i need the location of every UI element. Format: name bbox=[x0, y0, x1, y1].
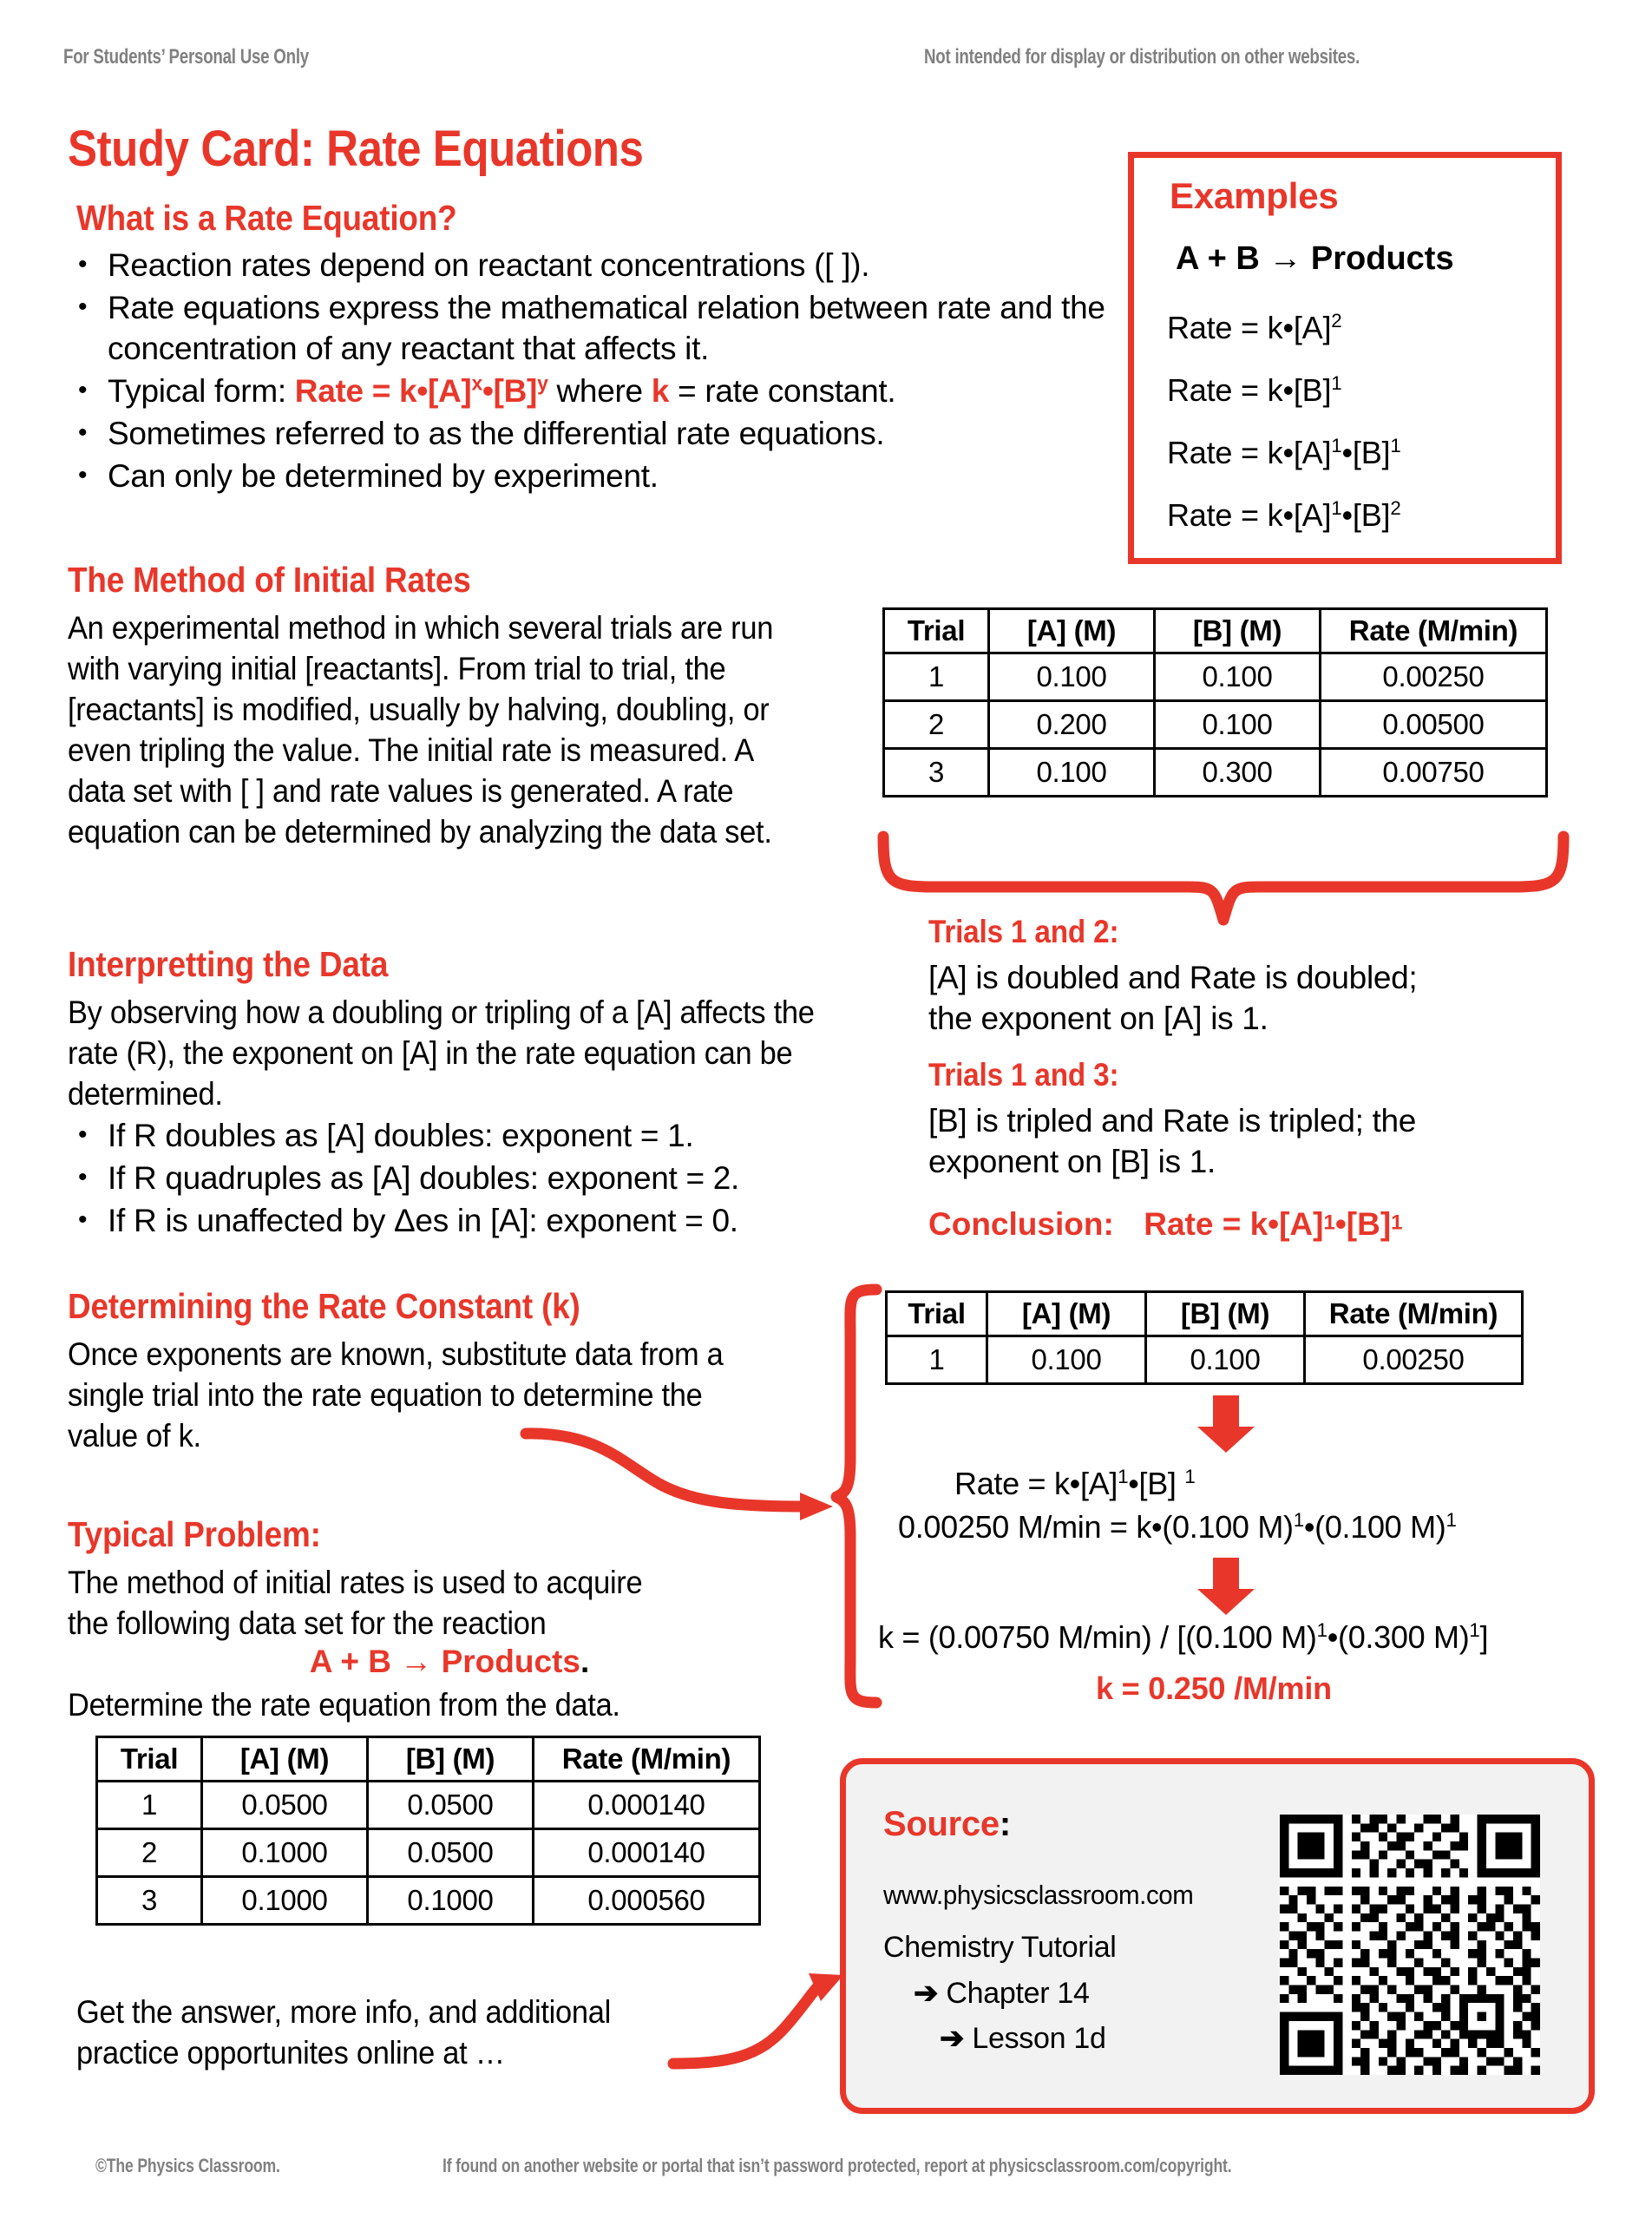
header-right-note: Not intended for display or distribution on other websites. bbox=[924, 45, 1360, 69]
cell-rate: 0.000140 bbox=[534, 1782, 760, 1829]
col-header-rate: Rate (M/min) bbox=[534, 1737, 760, 1782]
table-row bbox=[884, 749, 1547, 797]
col-header-trial: Trial bbox=[887, 1292, 987, 1336]
arrow-right-icon: ➔ bbox=[940, 2022, 965, 2055]
down-arrow-icon bbox=[1196, 1395, 1256, 1454]
trials-1-2-heading: Trials 1 and 2: bbox=[928, 914, 1119, 949]
source-box bbox=[840, 1758, 1595, 2114]
qr-code-icon bbox=[1280, 1815, 1540, 2075]
method-paragraph: An experimental method in which several trials are run with varying initial [reactants]. From trial to trial, the [reactants] is modified, usually by halving, doubling, or even tripling the value. The initial rate is measured. A data set with [ ] and rate values is generated. A rate equation can be determined by analyzing the data set. bbox=[68, 610, 774, 850]
trials-1-3-heading: Trials 1 and 3: bbox=[928, 1057, 1119, 1093]
interpret-paragraph: By observing how a doubling or tripling of a [A] affects the rate (R), the exponent on [A] in the rate equation can be determined. bbox=[68, 994, 815, 1112]
cell-b: 0.300 bbox=[1155, 749, 1321, 797]
cell-trial: 1 bbox=[884, 653, 989, 701]
col-header-a: [A] (M) bbox=[202, 1737, 368, 1782]
footer-copyright: ©The Physics Classroom. bbox=[95, 2155, 280, 2176]
data-table-1 bbox=[882, 607, 1548, 797]
col-header-a: [A] (M) bbox=[989, 609, 1155, 653]
cell-a: 0.0500 bbox=[202, 1782, 368, 1829]
table-row bbox=[884, 653, 1547, 701]
list-item: • Reaction rates depend on reactant concentrations ([ ]). bbox=[108, 245, 1109, 286]
reaction-formula: A + B → Products bbox=[309, 1644, 580, 1679]
data-table-2-wrapper bbox=[885, 1290, 1524, 1385]
col-header-b: [B] (M) bbox=[1146, 1292, 1305, 1336]
list-item: • If R doubles as [A] doubles: exponent = 1. bbox=[108, 1115, 892, 1156]
col-header-b: [B] (M) bbox=[1155, 609, 1321, 653]
typical-form-suffix: = rate constant. bbox=[669, 373, 896, 409]
conclusion-formula: Rate = k•[A] bbox=[1144, 1206, 1324, 1242]
closing-line-1: Get the answer, more info, and additional bbox=[76, 1994, 611, 2030]
table-row bbox=[887, 1336, 1523, 1384]
source-lesson: Lesson 1d bbox=[972, 2022, 1106, 2055]
exponent-x: x bbox=[471, 371, 482, 395]
cell-b: 0.0500 bbox=[368, 1829, 534, 1877]
derivation-line-3: k = (0.00750 M/min) / [(0.100 M)$^1$•(0.300 M)$^1$] bbox=[878, 1619, 1489, 1655]
list-item: • Sometimes referred to as the differential rate equations. bbox=[108, 413, 1109, 454]
cell-a: 0.1000 bbox=[202, 1877, 368, 1925]
conclusion-exponent-a: 1 bbox=[1323, 1211, 1335, 1235]
conclusion-exponent-b: 1 bbox=[1391, 1211, 1403, 1235]
derivation-line-2: 0.00250 M/min = k•(0.100 M)$^1$•(0.100 M)$^1$ bbox=[898, 1509, 1457, 1545]
k-symbol: k bbox=[651, 373, 670, 409]
cell-rate: 0.00500 bbox=[1321, 701, 1547, 749]
exponent-y: y bbox=[537, 371, 548, 395]
example-equation-1: Rate = $k•[A]^2$ bbox=[1167, 310, 1342, 345]
section-heading-what-is: What is a Rate Equation? bbox=[76, 198, 457, 238]
what-is-bullet-list bbox=[68, 245, 1109, 498]
table-row bbox=[97, 1782, 760, 1829]
cell-b: 0.100 bbox=[1155, 701, 1321, 749]
list-item bbox=[108, 371, 1109, 411]
data-table-1-wrapper bbox=[882, 607, 1548, 797]
table-row bbox=[884, 701, 1547, 749]
cell-a: 0.100 bbox=[989, 653, 1155, 701]
header-left-note: For Students’ Personal Use Only bbox=[63, 45, 309, 69]
table-row bbox=[97, 1877, 760, 1925]
examples-box bbox=[1128, 152, 1562, 564]
cell-trial: 2 bbox=[884, 701, 989, 749]
closing-line-2: practice opportunites online at … bbox=[76, 2035, 505, 2071]
data-table-3-wrapper bbox=[95, 1736, 761, 1926]
section-heading-typical-problem: Typical Problem: bbox=[68, 1514, 321, 1554]
cell-rate: 0.00250 bbox=[1321, 653, 1547, 701]
example-equation-2: Rate = $k•[B]^1$ bbox=[1167, 372, 1342, 408]
typical-problem-line-1: The method of initial rates is used to acquire bbox=[68, 1565, 643, 1600]
cell-rate: 0.000560 bbox=[534, 1877, 760, 1925]
list-item: • Rate equations express the mathematical relation between rate and the concentration of any reactant that affects it. bbox=[108, 287, 1109, 369]
conclusion-label: Conclusion: bbox=[928, 1206, 1114, 1242]
table-row bbox=[97, 1829, 760, 1877]
list-item: • If R is unaffected by Δes in [A]: exponent = 0. bbox=[108, 1200, 892, 1241]
example-equation-4: Rate = $k•[A]^1•[B]^2$ bbox=[1167, 497, 1401, 533]
cell-rate: 0.00750 bbox=[1321, 749, 1547, 797]
brace-under-table-1 bbox=[868, 833, 1579, 924]
source-title: Source: bbox=[883, 1805, 1011, 1843]
interpret-bullet-list bbox=[68, 1115, 892, 1243]
cell-a: 0.100 bbox=[989, 749, 1155, 797]
reaction-period: . bbox=[580, 1644, 590, 1679]
examples-title: Examples bbox=[1170, 175, 1339, 216]
trials-1-3-line-1: [B] is tripled and Rate is tripled; the bbox=[928, 1103, 1417, 1139]
down-arrow-icon bbox=[1196, 1558, 1256, 1617]
cell-b: 0.100 bbox=[1146, 1336, 1305, 1384]
typical-form-prefix: Typical form: bbox=[108, 373, 295, 409]
cell-b: 0.100 bbox=[1155, 653, 1321, 701]
trials-1-2-line-2: the exponent on [A] is 1. bbox=[928, 1001, 1268, 1036]
footer-notice: If found on another website or portal that isn’t password protected, report at physicsclassroom.com/copyright. bbox=[442, 2155, 1232, 2176]
typical-form-mid: where bbox=[547, 373, 652, 409]
page-title: Study Card: Rate Equations bbox=[68, 121, 644, 177]
cell-rate: 0.000140 bbox=[534, 1829, 760, 1877]
col-header-a: [A] (M) bbox=[987, 1292, 1146, 1336]
cell-trial: 3 bbox=[884, 749, 989, 797]
data-table-3 bbox=[95, 1736, 761, 1926]
cell-b: 0.0500 bbox=[368, 1782, 534, 1829]
source-url: www.physicsclassroom.com bbox=[883, 1880, 1194, 1910]
derivation-line-1: Rate = $k•[A]^1•[B]$ $^1$ bbox=[954, 1466, 1196, 1501]
cell-a: 0.100 bbox=[987, 1336, 1146, 1384]
list-item: • Can only be determined by experiment. bbox=[108, 456, 1109, 496]
brace-rate-constant bbox=[833, 1284, 885, 1710]
conclusion-line bbox=[928, 1206, 1403, 1243]
source-chapter-row bbox=[914, 1976, 1090, 2011]
col-header-rate: Rate (M/min) bbox=[1321, 609, 1547, 653]
list-item: • If R quadruples as [A] doubles: exponent = 2. bbox=[108, 1158, 892, 1198]
typical-form-formula2: •[B] bbox=[482, 373, 538, 409]
cell-trial: 1 bbox=[887, 1336, 987, 1384]
data-table-2 bbox=[885, 1290, 1524, 1385]
table-header-row bbox=[884, 609, 1547, 653]
section-heading-rate-constant: Determining the Rate Constant (k) bbox=[68, 1286, 580, 1326]
cell-rate: 0.00250 bbox=[1305, 1336, 1523, 1384]
table-header-row bbox=[887, 1292, 1523, 1336]
col-header-rate: Rate (M/min) bbox=[1305, 1292, 1523, 1336]
cell-trial: 3 bbox=[97, 1877, 202, 1925]
source-tutorial: Chemistry Tutorial bbox=[883, 1931, 1117, 1964]
col-header-trial: Trial bbox=[97, 1737, 202, 1782]
typical-problem-reaction bbox=[68, 1644, 831, 1680]
examples-reaction: A + B → Products bbox=[1176, 240, 1454, 277]
cell-b: 0.1000 bbox=[368, 1877, 534, 1925]
section-heading-method: The Method of Initial Rates bbox=[68, 560, 471, 600]
rate-constant-paragraph: Once exponents are known, substitute data from a single trial into the rate equation to determine the value of k. bbox=[68, 1336, 724, 1454]
col-header-trial: Trial bbox=[884, 609, 989, 653]
cell-trial: 2 bbox=[97, 1829, 202, 1877]
example-equation-3: Rate = $k•[A]^1•[B]^1$ bbox=[1167, 435, 1401, 470]
col-header-b: [B] (M) bbox=[368, 1737, 534, 1782]
conclusion-formula-b: •[B] bbox=[1334, 1206, 1392, 1242]
source-lesson-row bbox=[940, 2021, 1106, 2056]
cell-a: 0.200 bbox=[989, 701, 1155, 749]
cell-a: 0.1000 bbox=[202, 1829, 368, 1877]
section-heading-interpret: Interpretting the Data bbox=[68, 944, 389, 984]
trials-1-2-line-1: [A] is doubled and Rate is doubled; bbox=[928, 960, 1418, 995]
typical-problem-line-2: the following data set for the reaction bbox=[68, 1605, 547, 1641]
source-chapter: Chapter 14 bbox=[946, 1977, 1090, 2010]
table-header-row bbox=[97, 1737, 760, 1782]
typical-problem-line-3: Determine the rate equation from the data. bbox=[68, 1687, 620, 1723]
rate-constant-result: k = 0.250 /M/min bbox=[1096, 1670, 1332, 1706]
arrow-right-icon: ➔ bbox=[914, 1977, 939, 2010]
typical-form-formula: Rate = k•[A] bbox=[294, 373, 472, 409]
trials-1-3-line-2: exponent on [B] is 1. bbox=[928, 1144, 1216, 1179]
cell-trial: 1 bbox=[97, 1782, 202, 1829]
